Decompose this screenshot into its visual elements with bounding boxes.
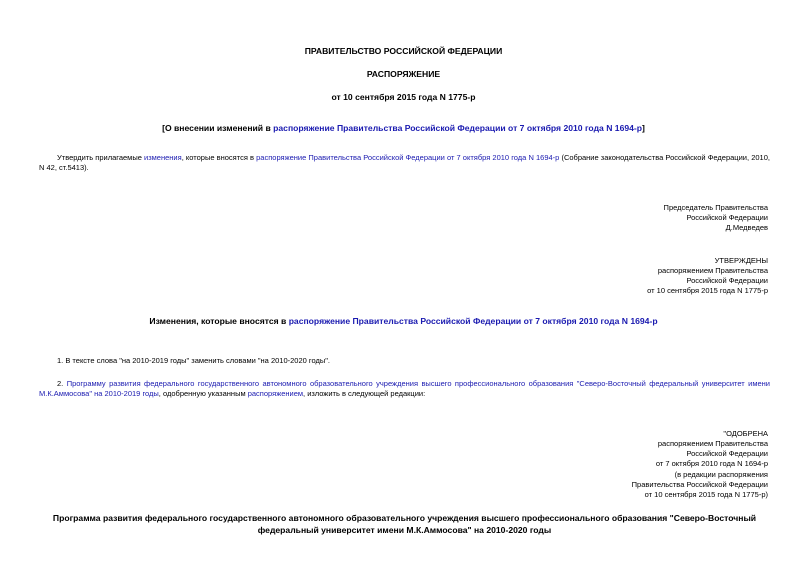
- item-2-number: 2.: [57, 379, 67, 388]
- order-link[interactable]: распоряжением: [247, 389, 304, 399]
- changes-link[interactable]: изменения: [144, 153, 182, 162]
- signature-line-2: Российской Федерации: [686, 213, 768, 223]
- subject-prefix: [О внесении изменений в: [162, 123, 274, 133]
- para1-text-1: Утвердить прилагаемые: [57, 153, 145, 162]
- program-link[interactable]: Программу развития федерального государственного автономного образовательного учреждения высшего профессионального образования "Северо-Восточный федеральный университет имени М.К.Аммосова" на 2010-2019 годы: [39, 379, 770, 399]
- approved2-line-6: Правительства Российской Федерации: [631, 479, 768, 489]
- signature-name: Д.Медведев: [725, 223, 768, 233]
- item-2-text-1: , одобренную указанным: [158, 389, 248, 399]
- signature-line-1: Председатель Правительства: [663, 203, 768, 212]
- approved2-line-1: "ОДОБРЕНА: [723, 429, 768, 438]
- approved-line-4: от 10 сентября 2015 года N 1775-р: [647, 286, 768, 296]
- item-2: [39, 379, 770, 399]
- approved-line-3: Российской Федерации: [686, 276, 768, 286]
- approved-block-2: [632, 429, 768, 500]
- subject-link[interactable]: распоряжение Правительства Российской Федерации от 7 октября 2010 года N 1694-р: [273, 123, 643, 133]
- changes-title-prefix: Изменения, которые вносятся в: [149, 316, 289, 326]
- approved-block: [647, 256, 768, 297]
- approved2-line-3: Российской Федерации: [686, 449, 768, 459]
- paragraph-approve: [39, 153, 770, 173]
- approved-line-2: распоряжением Правительства: [657, 266, 768, 276]
- signature-block: [664, 203, 768, 233]
- program-title: Программа развития федерального государственного автономного образовательного учреждения высшего профессионального образования "Северо-Восточный федеральный университет имени М.К.Аммосова" на 2010-2020 годы: [52, 513, 757, 536]
- order-1694-link[interactable]: распоряжение Правительства Российской Федерации от 7 октября 2010 года N 1694-р: [256, 153, 560, 162]
- document-type: РАСПОРЯЖЕНИЕ: [366, 69, 441, 79]
- document-subject: [0, 123, 807, 135]
- subject-suffix: ]: [642, 123, 645, 133]
- item-1: 1. В тексте слова "на 2010-2019 годы" заменить словами "на 2010-2020 годы".: [57, 356, 330, 365]
- approved2-line-7: от 10 сентября 2015 года N 1775-р): [644, 489, 768, 499]
- approved2-line-5: (в редакции распоряжения: [674, 469, 768, 479]
- government-heading: ПРАВИТЕЛЬСТВО РОССИЙСКОЙ ФЕДЕРАЦИИ: [304, 46, 503, 56]
- changes-title: [0, 316, 807, 328]
- changes-title-link[interactable]: распоряжение Правительства Российской Федерации от 7 октября 2010 года N 1694-р: [288, 316, 658, 326]
- para1-text-3: (Собрание законодательства Российской Федерации, 2010, N 42, ст.5413).: [39, 153, 770, 173]
- approved2-line-4: от 7 октября 2010 года N 1694-р: [655, 459, 768, 469]
- para1-text-2: , которые вносятся в: [181, 153, 257, 162]
- item-2-text-2: , изложить в следующей редакции:: [303, 389, 426, 399]
- approved2-line-2: распоряжением Правительства: [657, 439, 768, 449]
- document-date-number: от 10 сентября 2015 года N 1775-р: [331, 92, 476, 102]
- approved-line-1: УТВЕРЖДЕНЫ: [714, 256, 768, 265]
